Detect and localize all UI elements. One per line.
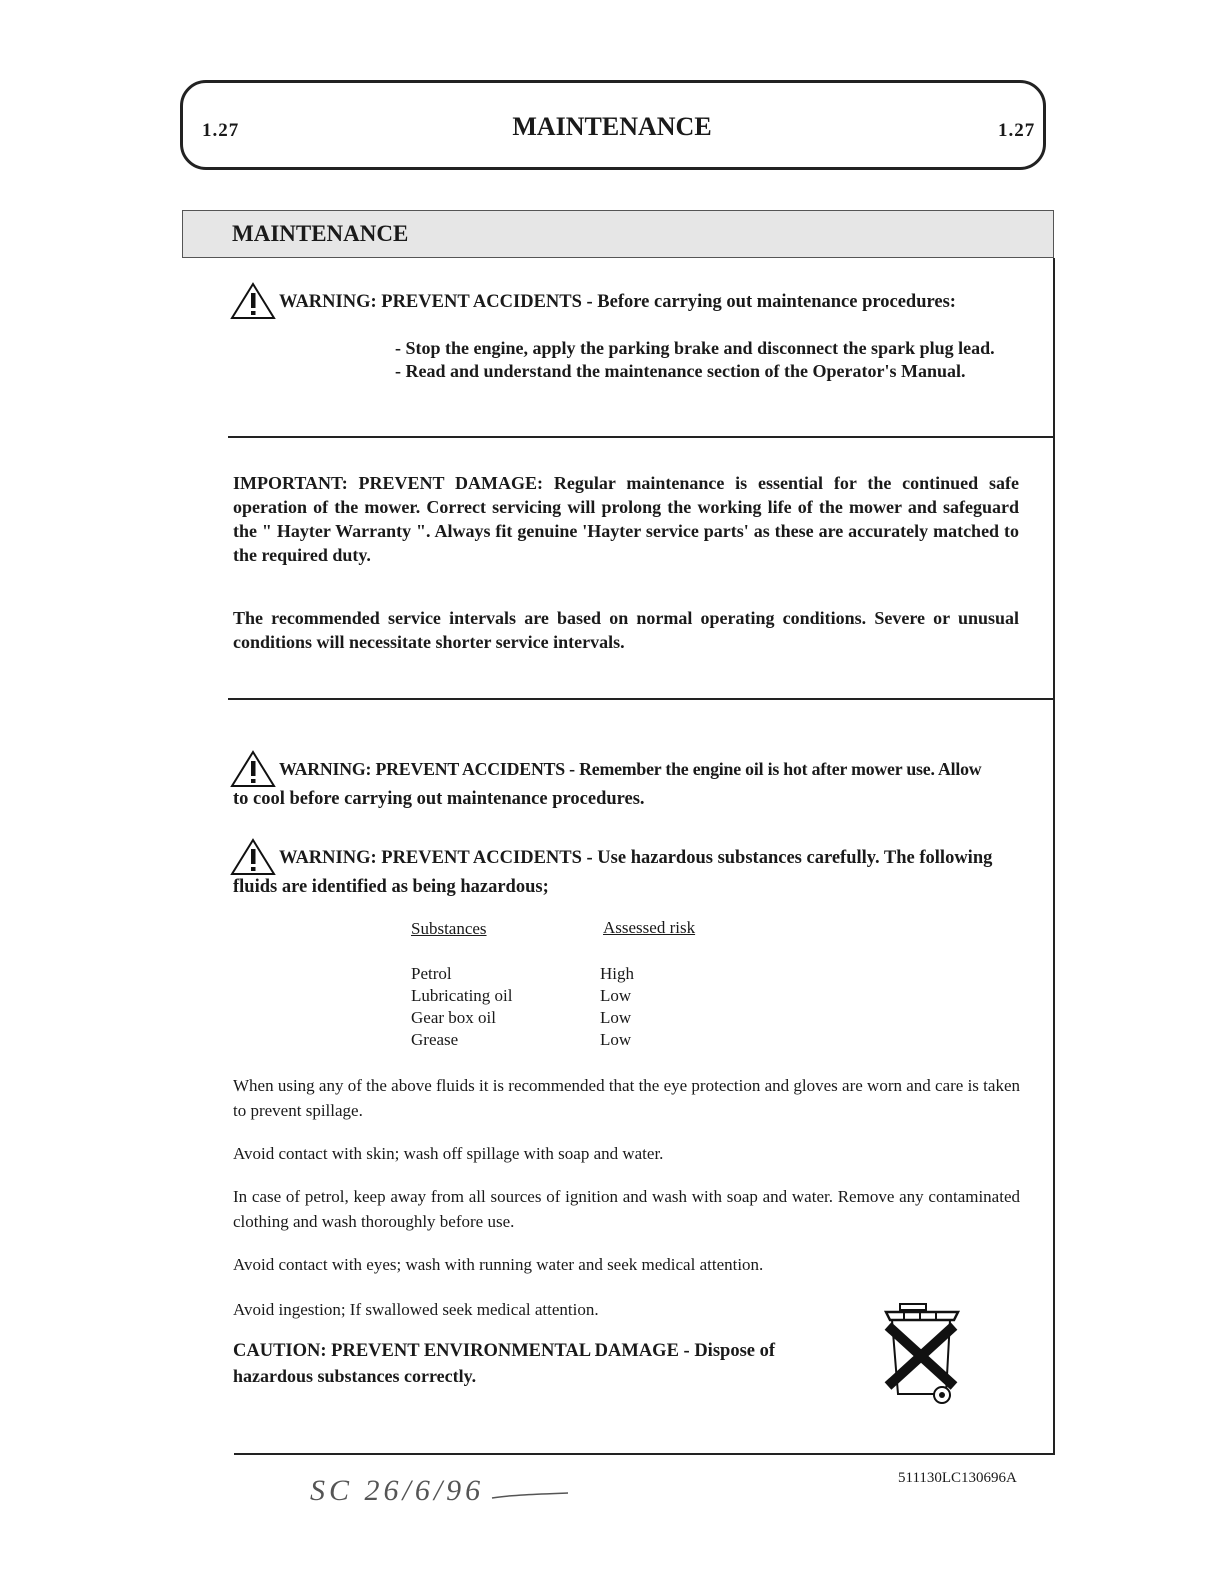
bullet-stop-engine: - Stop the engine, apply the parking brake and disconnect the spark plug lead. [395,338,995,358]
table-header-substances: Substances [411,919,487,938]
table-cell-risk: Low [600,1030,632,1049]
precaution-eyes: Avoid contact with eyes; wash with running water and seek medical attention. [233,1255,764,1274]
service-intervals-note: The recommended service intervals are based on normal operating conditions. Severe or unusual conditions will necessitate shorter service intervals. [233,608,1019,652]
section-title: MAINTENANCE [232,221,409,246]
precaution-skin: Avoid contact with skin; wash off spillage with soap and water. [233,1144,664,1163]
caution-line2: hazardous substances correctly. [233,1366,477,1386]
table-cell-substance: Petrol [411,964,452,983]
warning-hot-oil-line2: to cool before carrying out maintenance procedures. [233,789,645,809]
precaution-petrol: In case of petrol, keep away from all sources of ignition and wash with soap and water. Remove any contaminated clothing and wash thoroughly before use. [233,1187,1020,1231]
page-title: MAINTENANCE [512,112,712,141]
table-cell-risk: Low [600,1008,632,1027]
warning-accidents-maintenance: WARNING: PREVENT ACCIDENTS - Before carrying out maintenance procedures: [279,292,956,312]
crossed-out-bin-icon [880,1300,964,1408]
warning-triangle-icon [230,750,276,788]
page-number-left: 1.27 [202,120,240,141]
precaution-eye-gloves: When using any of the above fluids it is recommended that the eye protection and gloves are worn and care is taken to prevent spillage. [233,1076,1020,1120]
warning-triangle-icon [230,838,276,876]
warning-hazardous-line1: WARNING: PREVENT ACCIDENTS - Use hazardous substances carefully. The following [279,848,993,868]
document-code: 511130LC130696A [898,1470,1017,1486]
important-prevent-damage: IMPORTANT: PREVENT DAMAGE: Regular maintenance is essential for the continued safe operation of the mower. Correct servicing will prolong the working life of the mower and safeguard the " Hayter Warranty ". Always fit genuine 'Hayter service parts' as these are accurately matched to the required duty. [233,473,1019,565]
table-cell-risk: Low [600,986,632,1005]
warning-hazardous-line2: fluids are identified as being hazardous; [233,877,549,897]
table-cell-substance: Grease [411,1030,459,1049]
table-cell-substance: Gear box oil [411,1008,496,1027]
warning-triangle-icon [230,282,276,320]
handwritten-signature: SC 26/6/96 [310,1474,485,1507]
table-header-assessed-risk: Assessed risk [603,918,696,937]
caution-line1: CAUTION: PREVENT ENVIRONMENTAL DAMAGE - Dispose of [233,1341,776,1361]
precaution-ingestion: Avoid ingestion; If swallowed seek medical attention. [233,1300,599,1319]
divider-3 [234,1453,1055,1455]
divider-1 [228,436,1055,438]
bullet-read-manual: - Read and understand the maintenance section of the Operator's Manual. [395,361,966,381]
warning-hot-oil-line1: WARNING: PREVENT ACCIDENTS - Remember the engine oil is hot after mower use. Allow [279,759,982,779]
page-number-right: 1.27 [998,120,1036,141]
divider-2 [228,698,1055,700]
table-cell-risk: High [600,964,634,983]
table-cell-substance: Lubricating oil [411,986,513,1005]
signature-stroke [490,1492,570,1502]
